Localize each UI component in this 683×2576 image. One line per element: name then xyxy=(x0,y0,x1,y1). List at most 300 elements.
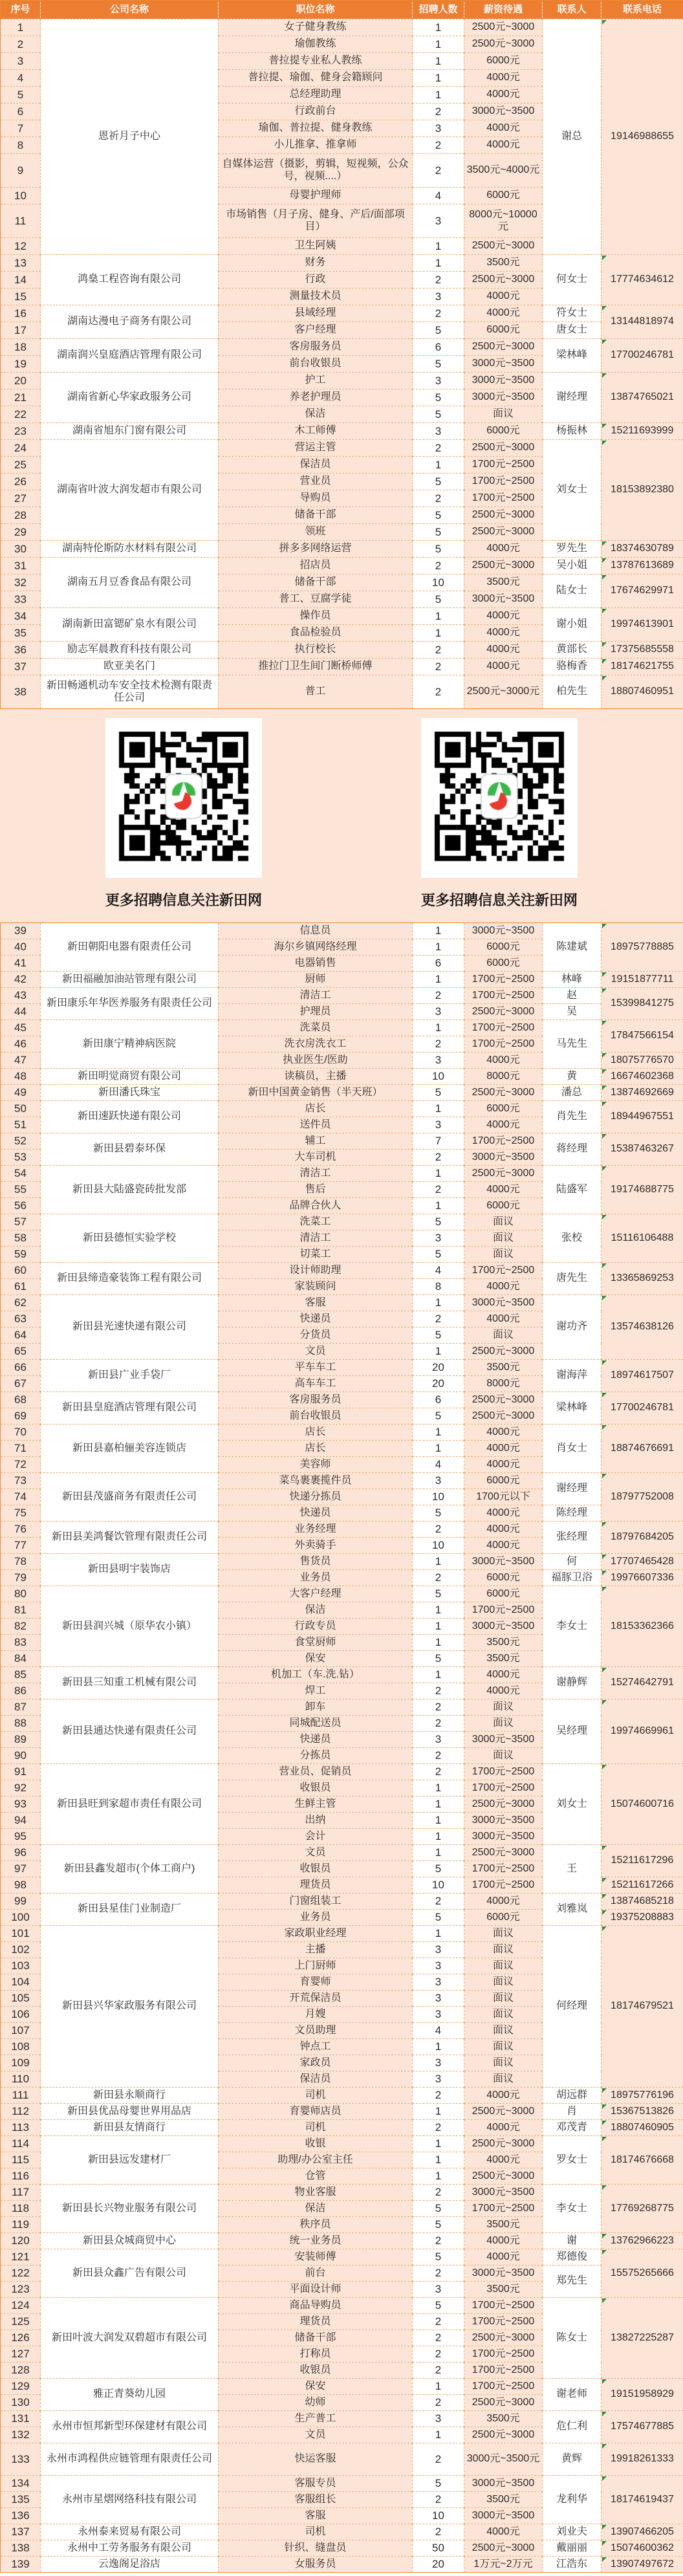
cell-no: 10 xyxy=(1,188,41,204)
cell-no: 64 xyxy=(1,1327,41,1344)
cell-no: 90 xyxy=(1,1748,41,1764)
cell-count: 1 xyxy=(413,70,464,87)
cell-no: 61 xyxy=(1,1279,41,1295)
cell-no: 124 xyxy=(1,2298,41,2314)
cell-salary: 1700元~2500 xyxy=(464,1036,543,1053)
cell-count: 1 xyxy=(413,939,464,955)
cell-count: 3 xyxy=(413,289,464,305)
cell-count: 3 xyxy=(413,1974,464,1991)
table-row xyxy=(1,1101,683,1117)
cell-phone: 15074600716 xyxy=(602,1764,683,1845)
cell-salary: 1700元~2500 xyxy=(464,1861,543,1877)
cell-phone: 15116106488 xyxy=(602,1214,683,1263)
cell-no: 8 xyxy=(1,137,41,154)
cell-title: 理货员 xyxy=(219,1877,413,1894)
cell-title: 家政员 xyxy=(219,2055,413,2071)
cell-salary: 4000元 xyxy=(464,2152,543,2168)
cell-contact: 黄 xyxy=(543,1069,602,1085)
cell-count: 2 xyxy=(413,659,464,675)
cell-no: 123 xyxy=(1,2282,41,2298)
cell-no: 121 xyxy=(1,2249,41,2265)
cell-contact: 陆女士 xyxy=(543,574,602,608)
cell-title: 瑜伽、普拉提、健身教练 xyxy=(219,120,413,137)
cell-title: 市场销售（月子房、健身、产后/面部项目） xyxy=(219,204,413,238)
cell-contact: 王 xyxy=(543,1845,602,1894)
cell-title: 收银员 xyxy=(219,1780,413,1796)
cell-title: 出纳 xyxy=(219,1813,413,1829)
cell-no: 122 xyxy=(1,2265,41,2282)
table-row xyxy=(1,373,683,389)
cell-no: 88 xyxy=(1,1716,41,1732)
cell-phone: 18797684205 xyxy=(602,1522,683,1554)
cell-no: 59 xyxy=(1,1247,41,1263)
cell-title: 护理员 xyxy=(219,1004,413,1020)
cell-count: 7 xyxy=(413,1133,464,1150)
table-row xyxy=(1,1263,683,1279)
cell-no: 73 xyxy=(1,1473,41,1489)
cell-no: 111 xyxy=(1,2088,41,2104)
cell-contact: 潘总 xyxy=(543,1085,602,1101)
cell-company: 新田县润兴城（原华农小镇） xyxy=(41,1586,219,1667)
cell-no: 85 xyxy=(1,1667,41,1683)
cell-phone: 17769268775 xyxy=(602,2185,683,2233)
cell-no: 31 xyxy=(1,558,41,574)
cell-no: 39 xyxy=(1,923,41,939)
cell-phone: 15367513826 xyxy=(602,2104,683,2120)
cell-no: 137 xyxy=(1,2524,41,2540)
cell-no: 47 xyxy=(1,1053,41,1069)
cell-no: 34 xyxy=(1,608,41,625)
cell-salary: 4000元 xyxy=(464,1538,543,1554)
cell-salary: 3500元 xyxy=(464,2492,543,2508)
cell-count: 3 xyxy=(413,120,464,137)
cell-salary: 面议 xyxy=(464,2023,543,2039)
cell-contact: 谢静辉 xyxy=(543,1667,602,1699)
cell-title: 司机 xyxy=(219,2088,413,2104)
column-header-4: 薪资待遇 xyxy=(464,1,543,19)
cell-title: 女服务员 xyxy=(219,2557,413,2573)
cell-count: 1 xyxy=(413,87,464,104)
cell-company: 湖南五月豆香食品有限公司 xyxy=(41,558,219,608)
cell-title: 领班 xyxy=(219,524,413,541)
cell-salary: 2500元~3000 xyxy=(464,1004,543,1020)
qr-block-right xyxy=(342,718,657,910)
cell-no: 139 xyxy=(1,2557,41,2573)
cell-title: 客户经理 xyxy=(219,322,413,339)
cell-contact: 谢小姐 xyxy=(543,608,602,642)
cell-count: 2 xyxy=(413,2524,464,2540)
cell-no: 74 xyxy=(1,1489,41,1505)
cell-contact: 陈女士 xyxy=(543,2298,602,2379)
cell-no: 103 xyxy=(1,1958,41,1974)
cell-title: 普工、豆腐学徒 xyxy=(219,591,413,608)
cell-title: 推拉门卫生间门断桥师傅 xyxy=(219,659,413,675)
cell-phone: 13787613689 xyxy=(602,558,683,574)
cell-salary: 面议 xyxy=(464,1991,543,2007)
cell-title: 店长 xyxy=(219,1101,413,1117)
cell-company: 湖南省新心华家政服务公司 xyxy=(41,373,219,423)
cell-salary: 6000元 xyxy=(464,955,543,972)
cell-phone: 13874692669 xyxy=(602,1085,683,1101)
cell-no: 113 xyxy=(1,2120,41,2136)
cell-title: 文员 xyxy=(219,1344,413,1360)
cell-phone: 17847566154 xyxy=(602,1020,683,1053)
table-row xyxy=(1,2298,683,2314)
cell-no: 63 xyxy=(1,1311,41,1327)
cell-contact: 邓茂青 xyxy=(543,2120,602,2136)
cell-no: 78 xyxy=(1,1554,41,1570)
cell-title: 食堂厨师 xyxy=(219,1635,413,1651)
cell-salary: 1700元~2500 xyxy=(464,1020,543,1036)
cell-title: 送件员 xyxy=(219,1117,413,1133)
cell-no: 117 xyxy=(1,2185,41,2201)
cell-contact: 郑德俊 xyxy=(543,2249,602,2265)
cell-phone: 13874765021 xyxy=(602,373,683,423)
table-row xyxy=(1,1166,683,1182)
cell-count: 1 xyxy=(413,2168,464,2185)
cell-title: 前台收银员 xyxy=(219,1408,413,1424)
cell-count: 5 xyxy=(413,356,464,373)
cell-title: 养老护理员 xyxy=(219,389,413,406)
cell-phone: 17574677885 xyxy=(602,2411,683,2443)
cell-phone: 15274642791 xyxy=(602,1667,683,1699)
cell-count: 4 xyxy=(413,2023,464,2039)
cell-title: 店长 xyxy=(219,1441,413,1457)
cell-phone: 13144818974 xyxy=(602,305,683,339)
cell-company: 恩祈月子中心 xyxy=(41,19,219,255)
table-row xyxy=(1,440,683,457)
cell-title: 钟点工 xyxy=(219,2039,413,2055)
cell-phone: 19151877711 xyxy=(602,972,683,988)
cell-salary: 3500元 xyxy=(464,2217,543,2233)
cell-no: 3 xyxy=(1,53,41,70)
cell-contact: 吴经理 xyxy=(543,1699,602,1764)
cell-title: 测量技术员 xyxy=(219,289,413,305)
cell-salary: 6000元 xyxy=(464,1101,543,1117)
cell-salary: 6000元 xyxy=(464,939,543,955)
cell-count: 2 xyxy=(413,1699,464,1716)
cell-title: 县域经理 xyxy=(219,305,413,322)
cell-title: 洗衣房洗衣工 xyxy=(219,1036,413,1053)
cell-count: 1 xyxy=(413,1796,464,1813)
cell-count: 5 xyxy=(413,507,464,524)
cell-salary: 8000元 xyxy=(464,1376,543,1392)
cell-no: 13 xyxy=(1,255,41,272)
table-row xyxy=(1,1894,683,1910)
cell-no: 135 xyxy=(1,2492,41,2508)
cell-count: 1 xyxy=(413,1344,464,1360)
table-row xyxy=(1,2120,683,2136)
cell-count: 2 xyxy=(413,2233,464,2249)
cell-title: 客服 xyxy=(219,1295,413,1311)
cell-count: 1 xyxy=(413,238,464,255)
cell-salary: 2500元~3000 xyxy=(464,1796,543,1813)
cell-no: 62 xyxy=(1,1295,41,1311)
cell-salary: 3000元~3500 xyxy=(464,1813,543,1829)
cell-salary: 2500元~3000 xyxy=(464,19,543,36)
cell-salary: 6000元 xyxy=(464,423,543,440)
cell-company: 永州中工劳务服务有限公司 xyxy=(41,2540,219,2557)
cell-salary: 6000元 xyxy=(464,322,543,339)
cell-count: 2 xyxy=(413,1182,464,1198)
cell-salary: 面议 xyxy=(464,1974,543,1991)
cell-count: 2 xyxy=(413,1748,464,1764)
cell-no: 80 xyxy=(1,1586,41,1602)
cell-phone: 17375685558 xyxy=(602,642,683,659)
cell-count: 5 xyxy=(413,389,464,406)
cell-no: 6 xyxy=(1,104,41,120)
cell-title: 秩序员 xyxy=(219,2217,413,2233)
cell-count: 3 xyxy=(413,1117,464,1133)
cell-salary: 2500元~3000元 xyxy=(464,675,543,709)
cell-no: 23 xyxy=(1,423,41,440)
cell-no: 38 xyxy=(1,675,41,709)
cell-count: 5 xyxy=(413,2217,464,2233)
cell-salary: 2500元~3000 xyxy=(464,339,543,356)
cell-count: 2 xyxy=(413,2330,464,2346)
cell-title: 保洁 xyxy=(219,1602,413,1619)
cell-salary: 1700元~2500 xyxy=(464,2346,543,2363)
cell-salary: 4000元 xyxy=(464,1279,543,1295)
cell-contact: 马先生 xyxy=(543,1020,602,1069)
cell-phone: 15399841275 xyxy=(602,988,683,1020)
qr-caption: 更多招聘信息关注新田网 xyxy=(105,892,262,908)
cell-phone: 18075776570 xyxy=(602,1053,683,1069)
cell-salary: 6000元 xyxy=(464,188,543,204)
cell-count: 2 xyxy=(413,2443,464,2476)
cell-contact: 罗先生 xyxy=(543,541,602,558)
cell-phone: 16674602368 xyxy=(602,1069,683,1085)
cell-no: 92 xyxy=(1,1780,41,1796)
cell-count: 2 xyxy=(413,558,464,574)
cell-salary: 4000元 xyxy=(464,1053,543,1069)
cell-salary: 1700元~2500 xyxy=(464,1263,543,1279)
cell-salary: 面议 xyxy=(464,1247,543,1263)
cell-no: 50 xyxy=(1,1101,41,1117)
cell-count: 2 xyxy=(413,104,464,120)
cell-company: 新田县鑫发超市(个体工商户) xyxy=(41,1845,219,1894)
cell-phone: 15211693999 xyxy=(602,423,683,440)
table-row xyxy=(1,1764,683,1780)
cell-title: 育婴师店员 xyxy=(219,2104,413,2120)
cell-count: 1 xyxy=(413,1295,464,1311)
cell-title: 美容师 xyxy=(219,1457,413,1473)
cell-salary: 1700元~2500 xyxy=(464,1133,543,1150)
table-row xyxy=(1,1554,683,1570)
cell-salary: 1700元~2500 xyxy=(464,972,543,988)
cell-company: 新田县德恒实验学校 xyxy=(41,1214,219,1263)
cell-count: 5 xyxy=(413,2298,464,2314)
cell-title: 行政 xyxy=(219,272,413,289)
column-header-6: 联系电话 xyxy=(602,1,683,19)
cell-contact: 谢总 xyxy=(543,19,602,255)
job-table-part2 xyxy=(0,922,683,2573)
cell-salary: 面议 xyxy=(464,1716,543,1732)
cell-salary: 3000元~3500 xyxy=(464,1732,543,1748)
cell-count: 6 xyxy=(413,1392,464,1408)
cell-count: 2 xyxy=(413,2363,464,2379)
cell-count: 2 xyxy=(413,988,464,1004)
table-row xyxy=(1,1667,683,1683)
cell-company: 新田县明宇装饰店 xyxy=(41,1554,219,1586)
cell-title: 月嫂 xyxy=(219,2007,413,2023)
cell-salary: 4000元 xyxy=(464,541,543,558)
cell-no: 68 xyxy=(1,1392,41,1408)
cell-no: 132 xyxy=(1,2427,41,2443)
cell-salary: 1700元~2500 xyxy=(464,2201,543,2217)
cell-contact: 黄部长 xyxy=(543,642,602,659)
cell-salary: 4000元 xyxy=(464,2233,543,2249)
cell-salary: 1700元~2500 xyxy=(464,2314,543,2330)
cell-phone: 18807460905 xyxy=(602,2120,683,2136)
cell-contact: 梁林峰 xyxy=(543,1392,602,1424)
cell-no: 69 xyxy=(1,1408,41,1424)
cell-company: 新田明觉商贸有限公司 xyxy=(41,1069,219,1085)
cell-no: 42 xyxy=(1,972,41,988)
cell-no: 46 xyxy=(1,1036,41,1053)
cell-title: 导购员 xyxy=(219,490,413,507)
cell-title: 售后 xyxy=(219,1182,413,1198)
cell-contact: 戴丽丽 xyxy=(543,2540,602,2557)
cell-count: 1 xyxy=(413,1101,464,1117)
cell-title: 拼多多网络运营 xyxy=(219,541,413,558)
cell-no: 79 xyxy=(1,1570,41,1586)
cell-salary: 1700元~2500 xyxy=(464,988,543,1004)
column-header-3: 招聘人数 xyxy=(413,1,464,19)
qr-code-frame xyxy=(105,718,262,878)
cell-count: 1 xyxy=(413,19,464,36)
cell-salary: 3000元~3500 xyxy=(464,389,543,406)
cell-no: 108 xyxy=(1,2039,41,2055)
cell-count: 1 xyxy=(413,1780,464,1796)
cell-no: 36 xyxy=(1,642,41,659)
cell-salary: 面议 xyxy=(464,1327,543,1344)
cell-no: 16 xyxy=(1,305,41,322)
cell-phone: 18174621755 xyxy=(602,659,683,675)
table-row xyxy=(1,1926,683,1942)
cell-title: 家装顾问 xyxy=(219,1279,413,1295)
cell-count: 1 xyxy=(413,1829,464,1845)
cell-title: 业务员 xyxy=(219,1570,413,1586)
cell-count: 3 xyxy=(413,2055,464,2071)
cell-count: 1 xyxy=(413,255,464,272)
cell-title: 保洁 xyxy=(219,406,413,423)
cell-count: 1 xyxy=(413,1845,464,1861)
cell-no: 44 xyxy=(1,1004,41,1020)
cell-no: 20 xyxy=(1,373,41,389)
cell-phone: 17700246781 xyxy=(602,339,683,373)
cell-salary: 6000元 xyxy=(464,1570,543,1586)
cell-phone: 19146988655 xyxy=(602,19,683,255)
cell-count: 2 xyxy=(413,154,464,188)
table-row xyxy=(1,1424,683,1441)
cell-title: 普工 xyxy=(219,675,413,709)
cell-salary: 面议 xyxy=(464,2007,543,2023)
cell-count: 6 xyxy=(413,955,464,972)
cell-no: 100 xyxy=(1,1910,41,1926)
cell-contact: 肖 xyxy=(543,2104,602,2120)
cell-salary: 3500元 xyxy=(464,255,543,272)
cell-count: 2 xyxy=(413,2088,464,2104)
cell-count: 1 xyxy=(413,1424,464,1441)
cell-salary: 3000元~3500 xyxy=(464,1829,543,1845)
cell-no: 56 xyxy=(1,1198,41,1214)
cell-count: 1 xyxy=(413,2136,464,2152)
cell-salary: 3000元~3500 xyxy=(464,1554,543,1570)
cell-contact: 赵 xyxy=(543,988,602,1004)
cell-salary: 3000元~3500 xyxy=(464,923,543,939)
cell-no: 54 xyxy=(1,1166,41,1182)
cell-count: 2 xyxy=(413,1311,464,1327)
cell-count: 5 xyxy=(413,1085,464,1101)
cell-title: 高车车工 xyxy=(219,1376,413,1392)
cell-no: 15 xyxy=(1,289,41,305)
cell-title: 售货员 xyxy=(219,1554,413,1570)
cell-title: 母婴护理师 xyxy=(219,188,413,204)
cell-count: 2 xyxy=(413,642,464,659)
cell-count: 2 xyxy=(413,1570,464,1586)
cell-salary: 2500元~3000 xyxy=(464,558,543,574)
cell-no: 102 xyxy=(1,1942,41,1958)
cell-title: 厨师 xyxy=(219,972,413,988)
cell-salary: 1700元~2500 xyxy=(464,457,543,474)
cell-salary: 4000元 xyxy=(464,2249,543,2265)
cell-no: 18 xyxy=(1,339,41,356)
cell-salary: 1700元~2500 xyxy=(464,1764,543,1780)
cell-phone: 18153892380 xyxy=(602,440,683,541)
cell-count: 1 xyxy=(413,53,464,70)
cell-contact: 胡远群 xyxy=(543,2088,602,2104)
cell-title: 储备干部 xyxy=(219,574,413,591)
cell-phone: 13365869253 xyxy=(602,1263,683,1295)
table-row xyxy=(1,1085,683,1101)
cell-count: 2 xyxy=(413,272,464,289)
cell-salary: 3000元~3500 xyxy=(464,591,543,608)
cell-contact: 龙利华 xyxy=(543,2476,602,2524)
cell-salary: 2500元~3000 xyxy=(464,1085,543,1101)
cell-count: 1 xyxy=(413,1602,464,1619)
cell-title: 普拉提专业私人教练 xyxy=(219,53,413,70)
cell-contact: 唐先生 xyxy=(543,1263,602,1295)
cell-title: 快递分拣员 xyxy=(219,1489,413,1505)
cell-phone: 18174679521 xyxy=(602,1926,683,2088)
cell-company: 新田潘氏珠宝 xyxy=(41,1085,219,1101)
cell-contact: 谢经理 xyxy=(543,1473,602,1505)
cell-contact: 刘雅岚 xyxy=(543,1894,602,1926)
cell-title: 统一业务员 xyxy=(219,2233,413,2249)
cell-no: 24 xyxy=(1,440,41,457)
table-header xyxy=(1,1,683,19)
cell-no: 133 xyxy=(1,2443,41,2476)
cell-salary: 6000元 xyxy=(464,1473,543,1489)
table-row xyxy=(1,1020,683,1036)
column-header-0: 序号 xyxy=(1,1,41,19)
cell-count: 1 xyxy=(413,36,464,53)
cell-title: 仓管 xyxy=(219,2168,413,2185)
cell-count: 1 xyxy=(413,1926,464,1942)
cell-contact: 蒋经理 xyxy=(543,1133,602,1166)
cell-count: 5 xyxy=(413,1861,464,1877)
cell-company: 永州市星熠网络科技有限公司 xyxy=(41,2476,219,2524)
cell-title: 洗菜员 xyxy=(219,1020,413,1036)
cell-contact: 陆盛军 xyxy=(543,1166,602,1214)
cell-title: 文员助理 xyxy=(219,2023,413,2039)
cell-title: 卸车 xyxy=(219,1699,413,1716)
cell-company: 新田县皇庭酒店管理有限公司 xyxy=(41,1392,219,1424)
cell-title: 助理/办公室主任 xyxy=(219,2152,413,2168)
cell-title: 卫生阿姨 xyxy=(219,238,413,255)
cell-salary: 8000元~10000元 xyxy=(464,204,543,238)
